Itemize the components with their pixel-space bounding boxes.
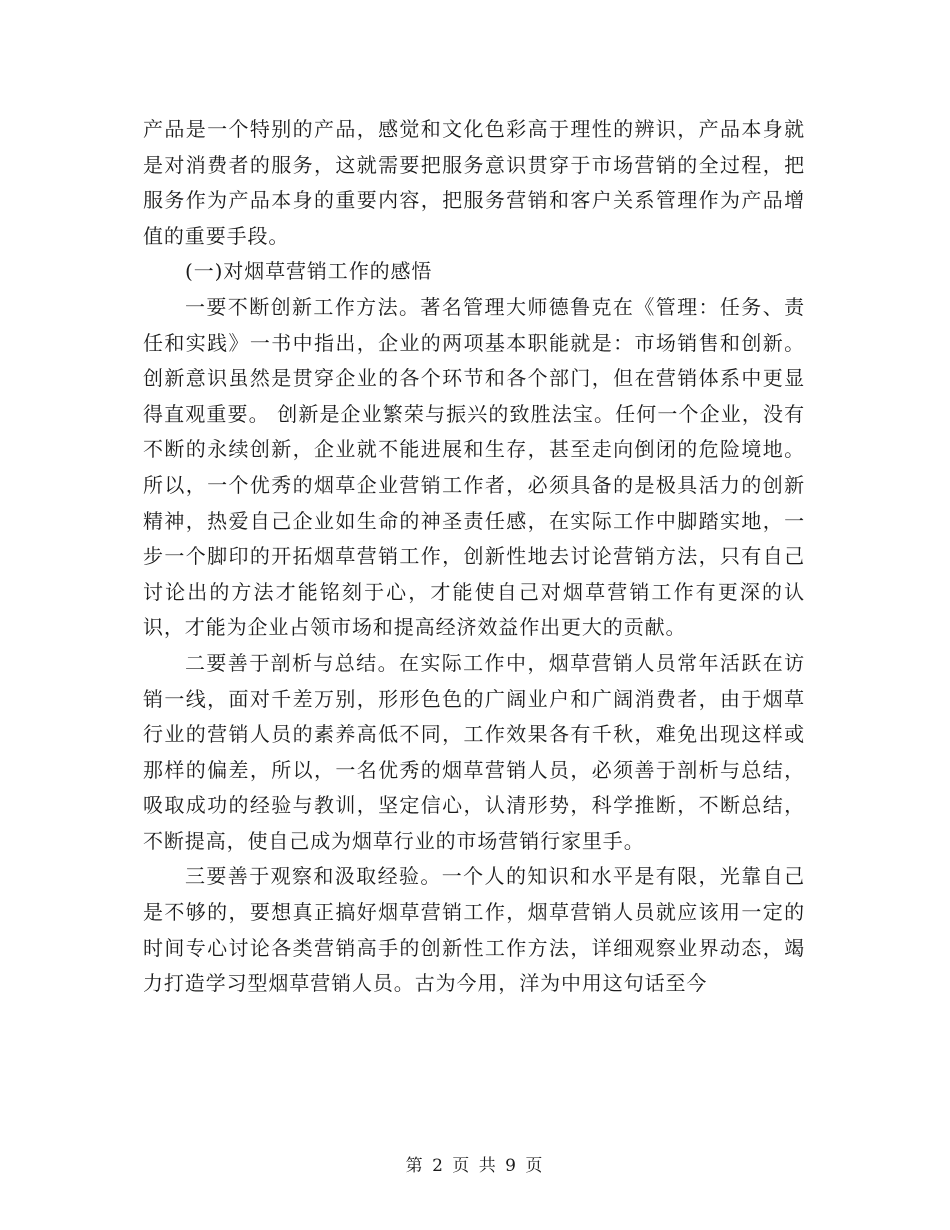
paragraph-analysis: 二要善于剖析与总结。在实际工作中，烟草营销人员常年活跃在访销一线，面对千差万别，形形色色的广阔业户和广阔消费者，由于烟草行业的营销人员的素养高低不同，工作效果各有千秋，难免出现这样或那样的偏差，所以，一名优秀的烟草营销人员，必须善于剖析与总结，吸取成功的经验与教训，坚定信心，认清形势，科学推断，不断总结，不断提高，使自己成为烟草行业的市场营销行家里手。 xyxy=(143,650,805,853)
section-heading: (一)对烟草营销工作的感悟 xyxy=(185,259,433,284)
document-body xyxy=(143,112,805,1002)
paragraph-innovation: 一要不断创新工作方法。著名管理大师德鲁克在《管理：任务、责任和实践》一书中指出，企业的两项基本职能就是：市场销售和创新。创新意识虽然是贯穿企业的各个环节和各个部门，但在营销体系中更显得直观重要。 创新是企业繁荣与振兴的致胜法宝。任何一个企业，没有不断的永续创新，企业就不能进展和生存，甚至走向倒闭的危险境地。所以，一个优秀的烟草企业营销工作者，必须具备的是极具活力的创新精神，热爱自己企业如生命的神圣责任感，在实际工作中脚踏实地，一步一个脚印的开拓烟草营销工作，创新性地去讨论营销方法，只有自己讨论出的方法才能铭刻于心，才能使自己对烟草营销工作有更深的认识，才能为企业占领市场和提高经济效益作出更大的贡献。 xyxy=(143,294,805,640)
paragraph-observation: 三要善于观察和汲取经验。一个人的知识和水平是有限，光靠自己是不够的，要想真正搞好烟草营销工作，烟草营销人员就应该用一定的时间专心讨论各类营销高手的创新性工作方法，详细观察业界动态，竭力打造学习型烟草营销人员。古为今用，洋为中用这句话至今 xyxy=(143,864,805,996)
paragraph-intro: 产品是一个特别的产品，感觉和文化色彩高于理性的辨识，产品本身就是对消费者的服务，这就需要把服务意识贯穿于市场营销的全过程，把服务作为产品本身的重要内容，把服务营销和客户关系管理作为产品增值的重要手段。 xyxy=(143,117,805,248)
page-number-footer: 第 2 页 共 9 页 xyxy=(405,1156,545,1176)
